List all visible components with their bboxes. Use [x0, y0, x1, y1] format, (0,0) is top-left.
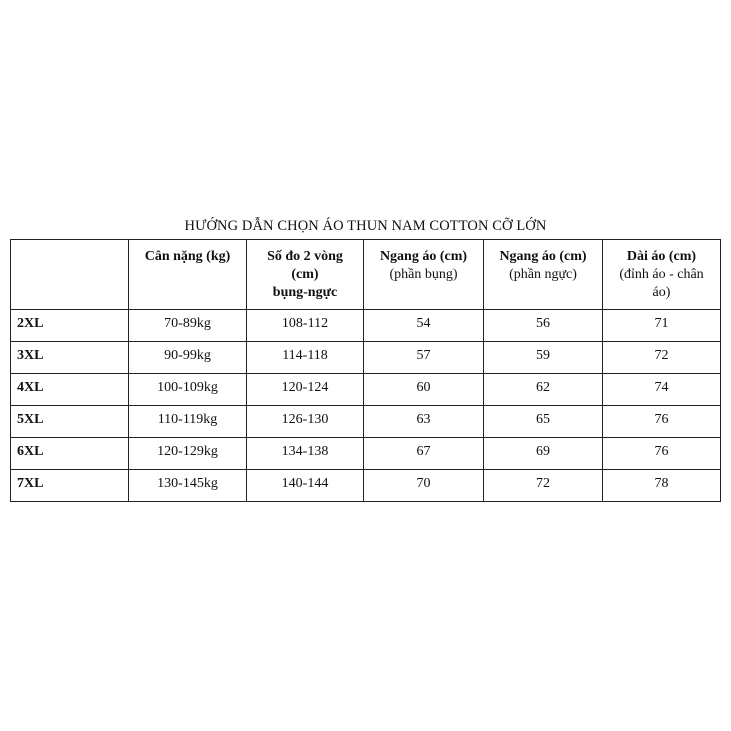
width-chest-cell: 56: [484, 310, 603, 342]
table-row: [11, 374, 721, 406]
length-cell: 71: [603, 310, 721, 342]
header-width-chest: Ngang áo (cm) (phần ngực): [484, 240, 603, 310]
width-chest-cell: 59: [484, 342, 603, 374]
size-cell: 7XL: [11, 470, 129, 502]
weight-cell: 120-129kg: [129, 438, 247, 470]
size-cell: 2XL: [11, 310, 129, 342]
width-belly-cell: 70: [364, 470, 484, 502]
header-weight: Cân nặng (kg): [129, 240, 247, 310]
size-cell: 4XL: [11, 374, 129, 406]
size-cell: 3XL: [11, 342, 129, 374]
table-header-row: [11, 240, 721, 310]
girth-cell: 114-118: [247, 342, 364, 374]
weight-cell: 110-119kg: [129, 406, 247, 438]
table-row: [11, 310, 721, 342]
header-length: Dài áo (cm) (đỉnh áo - chân áo): [603, 240, 721, 310]
length-cell: 74: [603, 374, 721, 406]
length-cell: 76: [603, 406, 721, 438]
length-cell: 72: [603, 342, 721, 374]
width-belly-cell: 67: [364, 438, 484, 470]
table-row: [11, 406, 721, 438]
girth-cell: 126-130: [247, 406, 364, 438]
weight-cell: 70-89kg: [129, 310, 247, 342]
page-title: HƯỚNG DẪN CHỌN ÁO THUN NAM COTTON CỠ LỚN: [184, 218, 547, 234]
weight-cell: 100-109kg: [129, 374, 247, 406]
header-girth: Số đo 2 vòng (cm) bụng-ngực: [247, 240, 364, 310]
width-chest-cell: 69: [484, 438, 603, 470]
width-belly-cell: 57: [364, 342, 484, 374]
width-belly-cell: 60: [364, 374, 484, 406]
girth-cell: 140-144: [247, 470, 364, 502]
width-chest-cell: 72: [484, 470, 603, 502]
weight-cell: 130-145kg: [129, 470, 247, 502]
width-belly-cell: 54: [364, 310, 484, 342]
table-row: [11, 342, 721, 374]
length-cell: 76: [603, 438, 721, 470]
weight-cell: 90-99kg: [129, 342, 247, 374]
width-belly-cell: 63: [364, 406, 484, 438]
girth-cell: 120-124: [247, 374, 364, 406]
girth-cell: 108-112: [247, 310, 364, 342]
header-width-belly: Ngang áo (cm) (phần bụng): [364, 240, 484, 310]
table-row: [11, 438, 721, 470]
width-chest-cell: 62: [484, 374, 603, 406]
girth-cell: 134-138: [247, 438, 364, 470]
size-guide-table: [10, 239, 721, 502]
size-cell: 6XL: [11, 438, 129, 470]
size-cell: 5XL: [11, 406, 129, 438]
length-cell: 78: [603, 470, 721, 502]
header-size: [11, 240, 129, 310]
table-row: [11, 470, 721, 502]
width-chest-cell: 65: [484, 406, 603, 438]
